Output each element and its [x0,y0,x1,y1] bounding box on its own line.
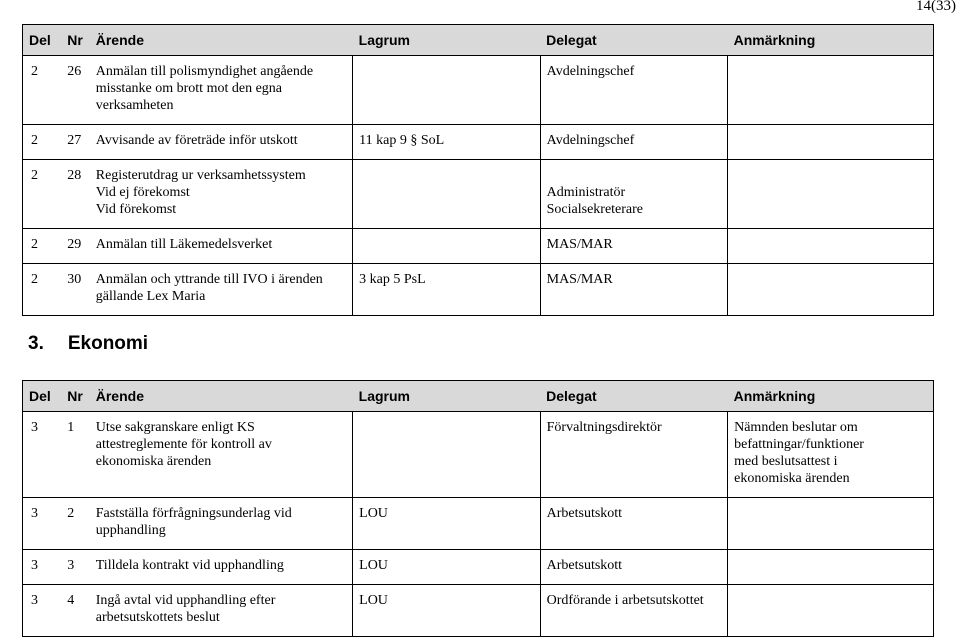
cell-del: 2 [23,160,62,229]
cell-arende [90,125,353,160]
table-body [23,56,934,316]
cell-delegat [540,160,727,229]
cell-delegat [540,585,727,637]
column-header-lagrum: Lagrum [353,25,540,56]
table-row [23,498,934,550]
cell-line: Avdelningschef [546,133,635,148]
delegation-table-section-2 [22,24,934,316]
cell-arende [90,585,353,637]
table-row [23,264,934,316]
cell-anmarkning [728,412,934,498]
cell-arende [90,160,353,229]
cell-del: 3 [23,550,62,585]
cell-anmarkning [728,550,934,585]
cell-nr: 1 [61,412,90,498]
cell-arende [90,498,353,550]
cell-line: LOU [359,506,388,521]
cell-line: misstanke om brott mot den egna [95,81,282,96]
cell-lagrum [353,550,540,585]
cell-anmarkning [728,160,934,229]
cell-line: 11 kap 9 § SoL [359,133,445,148]
cell-delegat [540,412,727,498]
section-title: Ekonomi [67,333,149,354]
cell-lagrum [353,125,540,160]
cell-line: Anmälan till Läkemedelsverket [95,237,273,252]
cell-anmarkning [728,125,934,160]
table-row [23,550,934,585]
cell-line: Vid ej förekomst [95,185,190,200]
cell-lagrum [353,498,540,550]
cell-line: ekonomiska ärenden [734,471,850,486]
cell-line: befattningar/funktioner [734,437,864,452]
cell-line: 3 kap 5 PsL [359,272,426,287]
table-header-row [23,381,934,412]
cell-lagrum [353,229,540,264]
section-heading [28,333,148,355]
column-header-arende: Ärende [90,381,353,412]
cell-line: Utse sakgranskare enligt KS [95,420,255,435]
cell-line: Förvaltningsdirektör [546,420,662,435]
cell-line: MAS/MAR [546,272,613,287]
table-row [23,412,934,498]
column-header-delegat: Delegat [540,25,727,56]
cell-line: Registerutdrag ur verksamhetssystem [95,168,306,183]
cell-line: Avvisande av företräde inför utskott [95,133,298,148]
cell-del: 2 [23,264,62,316]
cell-line: Vid förekomst [95,202,177,217]
cell-line: attestreglemente för kontroll av [95,437,272,452]
cell-nr: 4 [61,585,90,637]
cell-lagrum [353,56,540,125]
column-header-nr: Nr [61,381,90,412]
cell-line: MAS/MAR [546,237,613,252]
column-header-delegat: Delegat [540,381,727,412]
cell-delegat [540,56,727,125]
cell-line: verksamheten [95,98,174,113]
cell-line: med beslutsattest i [734,454,838,469]
cell-line: Socialsekreterare [546,202,644,217]
cell-delegat [540,264,727,316]
table-row [23,56,934,125]
cell-arende [90,412,353,498]
table-row [23,585,934,637]
cell-line: Fastställa förfrågningsunderlag vid [95,506,292,521]
column-header-anmarkning: Anmärkning [728,25,934,56]
column-header-del: Del [23,25,62,56]
cell-lagrum [353,585,540,637]
cell-line [547,167,721,184]
cell-line: Administratör [546,185,626,200]
column-header-nr: Nr [61,25,90,56]
cell-del: 3 [23,498,62,550]
cell-line: Arbetsutskott [546,506,623,521]
cell-line: Arbetsutskott [546,558,623,573]
cell-line: Anmälan och yttrande till IVO i ärenden [95,272,323,287]
cell-anmarkning [728,56,934,125]
cell-anmarkning [728,585,934,637]
table-row [23,160,934,229]
table-row [23,229,934,264]
cell-nr: 30 [61,264,90,316]
page-number: 14(33) [916,0,956,14]
cell-lagrum [353,264,540,316]
cell-line: upphandling [95,523,166,538]
cell-del: 2 [23,125,62,160]
table-header-row [23,25,934,56]
column-header-anmarkning: Anmärkning [728,381,934,412]
section-number: 3. [28,333,44,354]
column-header-arende: Ärende [90,25,353,56]
cell-del: 2 [23,229,62,264]
cell-delegat [540,229,727,264]
cell-anmarkning [728,498,934,550]
cell-line: Ordförande i arbetsutskottet [546,593,704,608]
cell-lagrum [353,160,540,229]
column-header-lagrum: Lagrum [353,381,540,412]
cell-line: Ingå avtal vid upphandling efter [95,593,276,608]
cell-nr: 2 [61,498,90,550]
cell-nr: 26 [61,56,90,125]
cell-delegat [540,550,727,585]
cell-del: 3 [23,585,62,637]
table-body [23,412,934,637]
cell-line: Avdelningschef [546,64,635,79]
cell-arende [90,229,353,264]
cell-line: LOU [359,558,388,573]
cell-nr: 29 [61,229,90,264]
cell-line: Tilldela kontrakt vid upphandling [95,558,284,573]
cell-line: Anmälan till polismyndighet angående [95,64,314,79]
cell-nr: 3 [61,550,90,585]
delegation-table-section-3 [22,380,934,637]
cell-line: ekonomiska ärenden [95,454,212,469]
column-header-del: Del [23,381,62,412]
cell-line: arbetsutskottets beslut [95,610,220,625]
cell-line: gällande Lex Maria [95,289,206,304]
table-row [23,125,934,160]
cell-del: 2 [23,56,62,125]
cell-nr: 27 [61,125,90,160]
cell-anmarkning [728,229,934,264]
cell-lagrum [353,412,540,498]
cell-del: 3 [23,412,62,498]
cell-delegat [540,125,727,160]
cell-arende [90,550,353,585]
cell-line: Nämnden beslutar om [734,420,858,435]
cell-nr: 28 [61,160,90,229]
cell-arende [90,264,353,316]
cell-delegat [540,498,727,550]
cell-anmarkning [728,264,934,316]
cell-arende [90,56,353,125]
cell-line: LOU [359,593,388,608]
